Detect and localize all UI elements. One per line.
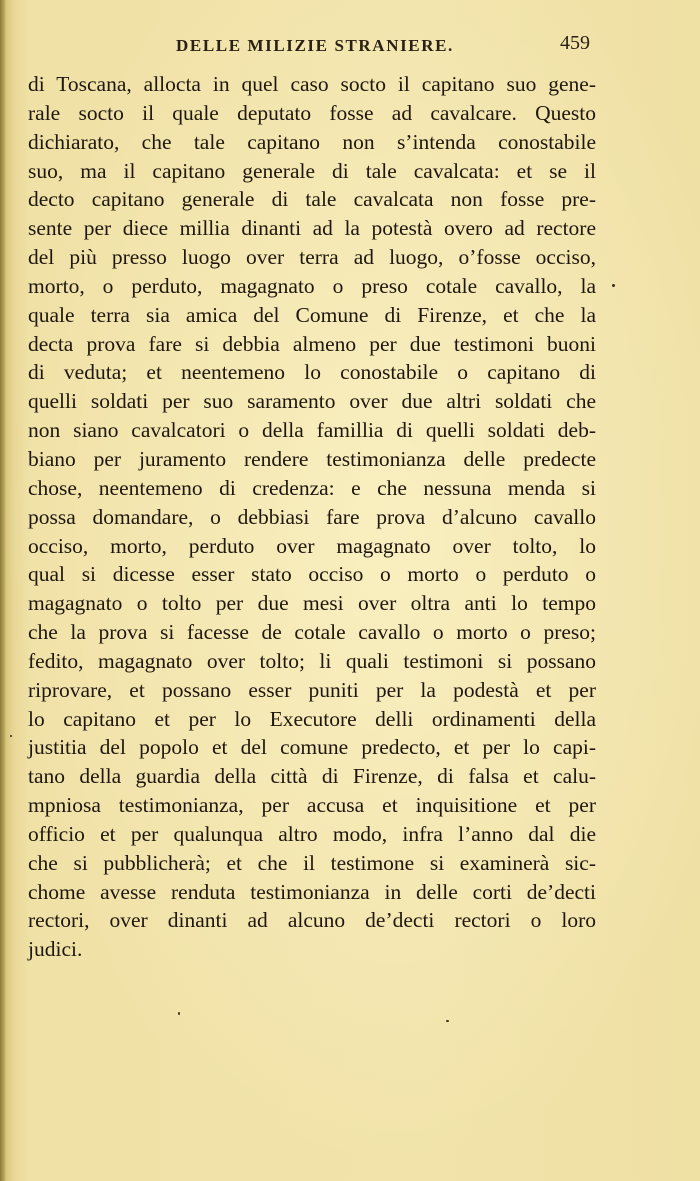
text-line: chome avesse renduta testimonianza in delle corti de’decti	[28, 879, 596, 904]
text-line: suo, ma il capitano generale di tale cavalcata: et se il	[28, 158, 596, 183]
body-text	[28, 70, 596, 964]
text-line: non siano cavalcatori o della famillia di quelli soldati deb-	[28, 418, 596, 443]
binding-edge	[0, 0, 6, 1181]
ink-speck	[446, 1020, 449, 1022]
text-line: justitia del popolo et del comune predecto, et per lo capi-	[28, 735, 596, 760]
text-line: morto, o perduto, magagnato o preso cotale cavallo, la	[28, 273, 596, 298]
text-line: possa domandare, o debbiasi fare prova d’alcuno cavallo	[28, 504, 596, 529]
text-line: che si pubblicherà; et che il testimone si examinerà sic-	[28, 850, 596, 875]
text-line: riprovare, et possano esser puniti per la podestà et per	[28, 677, 596, 702]
text-line: decto capitano generale di tale cavalcata non fosse pre-	[28, 187, 596, 212]
text-line: sente per diece millia dinanti ad la potestà overo ad rectore	[28, 216, 596, 241]
ink-speck	[10, 735, 12, 737]
text-line: qual si dicesse esser stato occiso o morto o perduto o	[28, 562, 596, 587]
text-line: occiso, morto, perduto over magagnato over tolto, lo	[28, 533, 596, 558]
text-line: magagnato o tolto per due mesi over oltra anti lo tempo	[28, 591, 596, 616]
text-line: del più presso luogo over terra ad luogo, o’fosse occiso,	[28, 245, 596, 270]
text-line: quelli soldati per suo saramento over due altri soldati che	[28, 389, 596, 414]
text-line: tano della guardia della città di Firenze, di falsa et calu-	[28, 764, 596, 789]
ink-speck	[178, 1012, 180, 1015]
text-line: chose, neentemeno di credenza: e che nessuna menda si	[28, 475, 596, 500]
text-line: fedito, magagnato over tolto; li quali testimoni si possano	[28, 648, 596, 673]
ink-speck	[612, 284, 615, 287]
text-line: rale socto il quale deputato fosse ad cavalcare. Questo	[28, 100, 596, 125]
text-line: decta prova fare si debbia almeno per due testimoni buoni	[28, 331, 596, 356]
text-line: officio et per qualunqua altro modo, infra l’anno dal die	[28, 821, 596, 846]
text-line: di veduta; et neentemeno lo conostabile o capitano di	[28, 360, 596, 385]
running-title: DELLE MILIZIE STRANIERE.	[176, 36, 454, 55]
text-line: judici.	[28, 937, 83, 962]
text-line: di Toscana, allocta in quel caso socto il capitano suo gene-	[28, 72, 596, 96]
text-line: che la prova si facesse de cotale cavallo o morto o preso;	[28, 620, 596, 645]
text-line: quale terra sia amica del Comune di Firenze, et che la	[28, 302, 596, 327]
text-line: mpniosa testimonianza, per accusa et inquisitione et per	[28, 793, 596, 818]
text-line: lo capitano et per lo Executore delli ordinamenti della	[28, 706, 596, 731]
page-number: 459	[560, 32, 590, 54]
page-header	[0, 30, 700, 64]
text-line: biano per juramento rendere testimonianza delle predecte	[28, 446, 596, 471]
text-line: dichiarato, che tale capitano non s’intenda conostabile	[28, 129, 596, 154]
text-line: rectori, over dinanti ad alcuno de’decti rectori o loro	[28, 908, 596, 933]
